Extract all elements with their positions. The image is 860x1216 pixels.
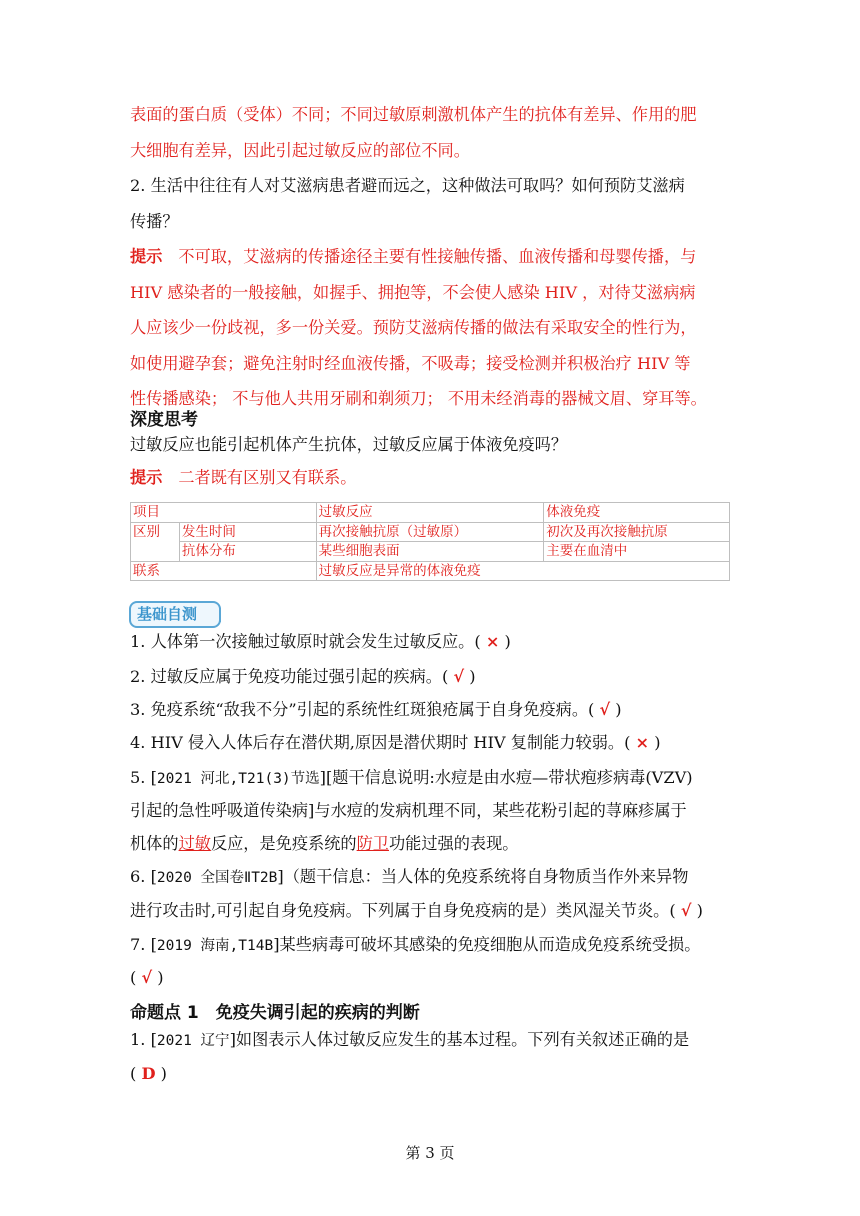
hint-text: 二者既有区别又有联系。 xyxy=(178,468,357,487)
table-cell: 主要在血清中 xyxy=(544,542,730,562)
table-cell: 过敏反应是异常的体液免疫 xyxy=(316,561,729,581)
hint-line: 性传播感染； 不与他人共用牙刷和剃须刀； 不用未经消毒的器械文眉、穿耳等。 xyxy=(130,389,707,408)
table-cell: 区别 xyxy=(131,522,180,561)
question-line xyxy=(130,1022,730,1059)
item-text: ]如图表示人体过敏反应发生的基本过程。下列有关叙述正确的是 xyxy=(229,1030,690,1049)
table-cell: 抗体分布 xyxy=(179,542,316,562)
item-answer: × xyxy=(635,733,650,752)
question-line: 2. 生活中往往有人对艾滋病患者避而远之，这种做法可取吗？如何预防艾滋病 xyxy=(130,176,685,195)
item-text: 4. HIV 侵入人体后存在潜伏期,原因是潜伏期时 HIV 复制能力较弱。( xyxy=(130,733,631,752)
hint-label: 提示 xyxy=(130,468,163,487)
table-cell: 再次接触抗原（过敏原） xyxy=(316,522,544,542)
item-text: 功能过强的表现。 xyxy=(389,834,519,853)
item-text: ][题干信息说明:水痘是由水痘—带状疱疹病毒(VZV) xyxy=(319,768,693,787)
self-test-item xyxy=(130,927,730,964)
question-line: 过敏反应也能引起机体产生抗体，过敏反应属于体液免疫吗？ xyxy=(130,435,568,454)
question-line: 传播？ xyxy=(130,212,179,231)
section-badge-label: 基础自测 xyxy=(137,605,198,623)
hint-line: 如使用避孕套；避免注射时经血液传播，不吸毒；接受检测并积极治疗 HIV 等 xyxy=(130,354,691,373)
section-heading: 命题点 1 免疫失调引起的疾病的判断 xyxy=(130,1003,420,1023)
self-test-item: 4. HIV 侵入人体后存在潜伏期,原因是潜伏期时 HIV 复制能力较弱。( × ) xyxy=(130,733,661,752)
item-source: 2021 河北,T21(3)节选 xyxy=(156,771,320,787)
fill-blank: 防卫 xyxy=(356,834,389,853)
fill-blank: 过敏 xyxy=(178,834,211,853)
table-row xyxy=(131,542,730,562)
badge-dots-icon xyxy=(219,608,225,622)
item-text: 2. 过敏反应属于免疫功能过强引起的疾病。( xyxy=(130,667,449,686)
item-text: 5. [ xyxy=(130,768,157,787)
item-text: 进行攻击时,可引起自身免疫病。下列属于自身免疫病的是）类风湿关节炎。( xyxy=(130,901,676,920)
item-text: ]某些病毒可破坏其感染的免疫细胞从而造成免疫系统受损。 xyxy=(273,935,701,954)
item-answer: D xyxy=(141,1064,156,1083)
section-heading: 深度思考 xyxy=(130,410,198,430)
table-cell: 过敏反应 xyxy=(316,503,544,523)
item-text: ]（题干信息：当人体的免疫系统将自身物质当作外来异物 xyxy=(277,867,689,886)
item-text: 机体的 xyxy=(130,834,179,853)
answer-text-line: 大细胞有差异，因此引起过敏反应的部位不同。 xyxy=(130,141,470,160)
item-answer: √ xyxy=(680,901,692,920)
self-test-item xyxy=(130,859,730,896)
hint-text: 不可取，艾滋病的传播途径主要有性接触传播、血液传播和母婴传播，与 xyxy=(178,247,697,266)
item-source: 2021 辽宁 xyxy=(156,1033,230,1049)
comparison-table xyxy=(130,502,730,581)
table-cell: 初次及再次接触抗原 xyxy=(544,522,730,542)
hint-line: HIV 感染者的一般接触，如握手、拥抱等，不会使人感染 HIV ，对待艾滋病病 xyxy=(130,283,696,302)
answer-text-line: 表面的蛋白质（受体）不同；不同过敏原刺激机体产生的抗体有差异、作用的肥 xyxy=(130,105,697,124)
item-source: 2019 海南,T14B xyxy=(156,938,274,954)
hint-label: 提示 xyxy=(130,247,163,266)
table-row xyxy=(131,561,730,581)
item-text: 3. 免疫系统“敌我不分”引起的系统性红斑狼疮属于自身免疫病。( xyxy=(130,700,595,719)
page-number: 第 3 页 xyxy=(405,1144,455,1162)
self-test-item: 3. 免疫系统“敌我不分”引起的系统性红斑狼疮属于自身免疫病。( √ ) xyxy=(130,700,622,719)
question-answer-line: ( D ) xyxy=(130,1064,167,1083)
table-cell: 体液免疫 xyxy=(544,503,730,523)
item-text: 反应，是免疫系统的 xyxy=(210,834,357,853)
self-test-item xyxy=(130,760,730,797)
self-test-item: 2. 过敏反应属于免疫功能过强引起的疾病。( √ ) xyxy=(130,667,476,686)
self-test-item: 1. 人体第一次接触过敏原时就会发生过敏反应。( × ) xyxy=(130,632,511,651)
self-test-item-line: ( √ ) xyxy=(130,968,164,987)
hint-line xyxy=(130,463,730,493)
table-cell: 某些细胞表面 xyxy=(316,542,544,562)
item-answer: × xyxy=(485,632,500,651)
hint-line xyxy=(130,239,730,275)
self-test-item-line: 进行攻击时,可引起自身免疫病。下列属于自身免疫病的是）类风湿关节炎。( √ ) xyxy=(130,901,703,920)
item-text: 7. [ xyxy=(130,935,157,954)
item-text: 1. [ xyxy=(130,1030,157,1049)
item-answer: √ xyxy=(599,700,611,719)
item-answer: √ xyxy=(141,968,153,987)
hint-line: 人应该少一份歧视，多一份关爱。预防艾滋病传播的做法有采取安全的性行为， xyxy=(130,318,697,337)
item-text: 1. 人体第一次接触过敏原时就会发生过敏反应。( xyxy=(130,632,481,651)
item-answer: √ xyxy=(453,667,465,686)
self-test-item-line xyxy=(130,826,730,862)
self-test-item-line: 引起的急性呼吸道传染病]与水痘的发病机理不同，某些花粉引起的荨麻疹属于 xyxy=(130,801,687,820)
item-text: 6. [ xyxy=(130,867,157,886)
table-row xyxy=(131,503,730,523)
table-cell: 联系 xyxy=(131,561,317,581)
table-cell: 项目 xyxy=(131,503,317,523)
table-row xyxy=(131,522,730,542)
item-source: 2020 全国卷ⅡT2B xyxy=(156,870,278,886)
table-cell: 发生时间 xyxy=(179,522,316,542)
